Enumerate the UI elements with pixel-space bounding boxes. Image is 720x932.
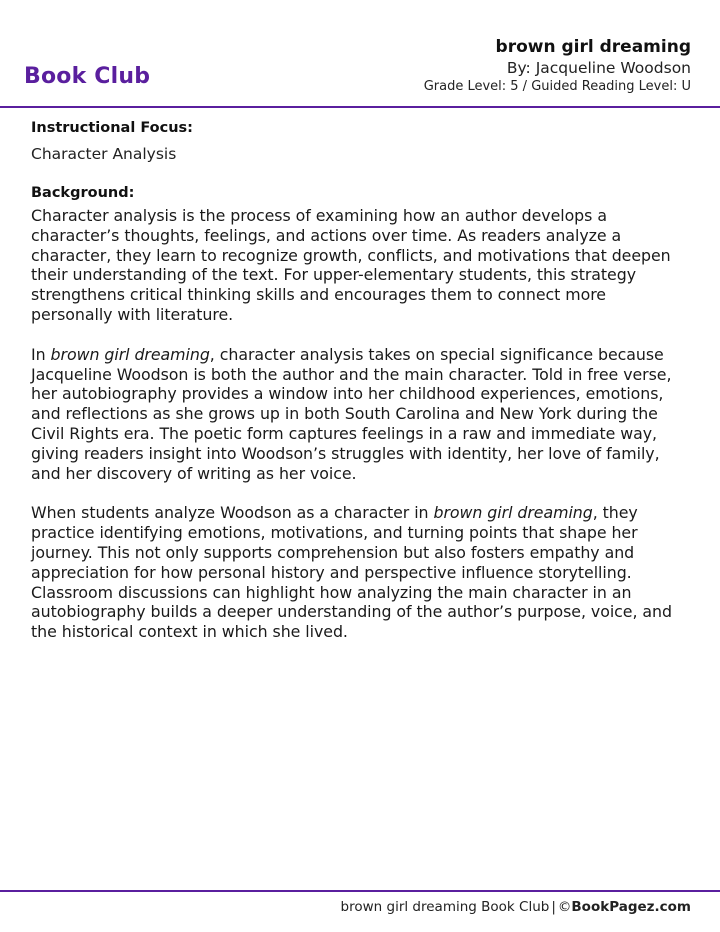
paragraph-2-body: , character analysis takes on special significance because Jacqueline Woodson is both the author and the main character. Told in free verse, her autobiography provides a window into her childhood experiences, emotions, and reflections as she grows up in both South Carolina and New York during the Civil Rights era. The poetic form captures feelings in a raw and immediate way, giving readers insight into Woodson’s struggles with identity, her love of family, and her discovery of writing as her voice. — [31, 344, 672, 483]
footer-divider — [0, 890, 720, 892]
main-content — [31, 118, 691, 642]
footer-separator: | — [551, 899, 556, 915]
book-author: By: Jacqueline Woodson — [506, 59, 691, 77]
instructional-focus-heading: Instructional Focus: — [31, 120, 193, 136]
paragraph-3-prefix: When students analyze Woodson as a character in — [31, 503, 434, 523]
page-header — [0, 0, 720, 110]
instructional-focus-text: Character Analysis — [31, 145, 177, 163]
paragraph-3-body: , they practice identifying emotions, motivations, and turning points that shape her journey. This not only supports comprehension but also fosters empathy and appreciation for how personal history and perspective influence storytelling. Classroom discussions can highlight how analyzing the main character in an autobiography builds a deeper understanding of the author’s purpose, voice, and the historical context in which she lived. — [31, 503, 672, 642]
page-footer — [341, 898, 691, 916]
book-title-italic: brown girl dreaming — [50, 344, 210, 364]
paragraph-2-prefix: In — [31, 344, 51, 364]
copyright-symbol: © — [557, 899, 572, 915]
book-info — [424, 36, 691, 96]
grade-level: Grade Level: 5 / Guided Reading Level: U — [423, 79, 691, 94]
book-title-italic: brown girl dreaming — [433, 503, 593, 523]
background-paragraph-3 — [31, 503, 691, 642]
background-paragraph-1: Character analysis is the process of examining how an author develops a character’s thoughts, feelings, and actions over time. As readers analyze a character, they learn to recognize growth, conflicts, and motivations that deepen their understanding of the text. For upper-elementary students, this strategy strengthens critical thinking skills and encourages them to connect more personally with literature. — [31, 206, 671, 324]
background-heading: Background: — [31, 185, 135, 201]
footer-text: brown girl dreaming Book Club — [340, 899, 550, 915]
background-paragraph-2 — [31, 345, 691, 484]
book-title: brown girl dreaming — [495, 37, 691, 57]
club-title: Book Club — [24, 64, 151, 89]
footer-brand: BookPagez.com — [571, 899, 691, 915]
header-divider — [0, 106, 720, 108]
